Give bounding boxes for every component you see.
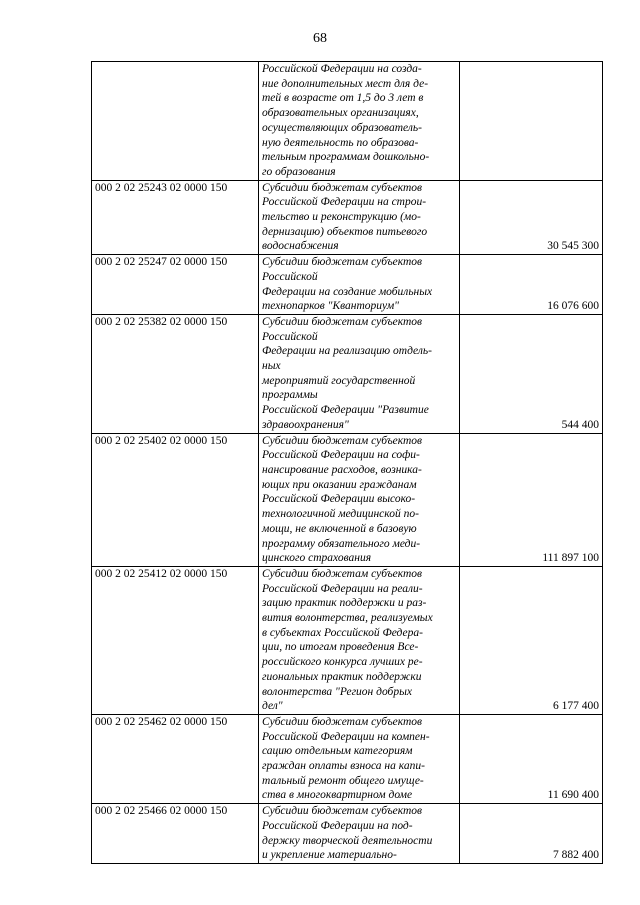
table-row	[92, 566, 603, 714]
amount-cell: 7 882 400	[460, 804, 603, 864]
budget-code-cell: 000 2 02 25243 02 0000 150	[92, 180, 259, 255]
table-row	[92, 433, 603, 566]
description-cell: Субсидии бюджетам субъектов Российской Федерации на реали- зацию практик поддержки и раз- вития волонтерства, реализуемых в субъектах Российской Федера- ции, по итогам проведения Все- российского конкурса лучших ре- гиональных практик поддержки волонтерства "Регион добрых дел"	[259, 566, 460, 714]
table-row	[92, 314, 603, 433]
table-row	[92, 255, 603, 315]
budget-code-cell: 000 2 02 25402 02 0000 150	[92, 433, 259, 566]
budget-code-cell: 000 2 02 25466 02 0000 150	[92, 804, 259, 864]
budget-code-cell: 000 2 02 25462 02 0000 150	[92, 714, 259, 803]
budget-code-cell	[92, 62, 259, 181]
amount-cell: 544 400	[460, 314, 603, 433]
description-cell: Субсидии бюджетам субъектов Российской Федерации на компен- сацию отдельным категориям граждан оплаты взноса на капи- тальный ремонт общего имуще- ства в многоквартирном доме	[259, 714, 460, 803]
table-row	[92, 62, 603, 181]
description-cell: Субсидии бюджетам субъектов Российской Федерации на создание мобильных технопарков "Кванториум"	[259, 255, 460, 315]
amount-cell: 11 690 400	[460, 714, 603, 803]
budget-code-cell: 000 2 02 25412 02 0000 150	[92, 566, 259, 714]
page-number: 68	[313, 31, 327, 46]
amount-cell: 16 076 600	[460, 255, 603, 315]
table-row	[92, 714, 603, 803]
amount-cell: 30 545 300	[460, 180, 603, 255]
budget-table	[91, 61, 603, 864]
amount-cell	[460, 62, 603, 181]
budget-code-cell: 000 2 02 25247 02 0000 150	[92, 255, 259, 315]
amount-cell: 111 897 100	[460, 433, 603, 566]
table-row	[92, 804, 603, 864]
budget-code-cell: 000 2 02 25382 02 0000 150	[92, 314, 259, 433]
description-cell: Субсидии бюджетам субъектов Российской Федерации на реализацию отдель- ных мероприятий государственной программы Российской Федерации "Развитие здравоохранения"	[259, 314, 460, 433]
amount-cell: 6 177 400	[460, 566, 603, 714]
description-cell: Российской Федерации на созда- ние дополнительных мест для де- тей в возрасте от 1,5 до 3 лет в образовательных организациях, осуществляющих образователь- ную деятельность по образова- тельным программам дошкольно- го образования	[259, 62, 460, 181]
description-cell: Субсидии бюджетам субъектов Российской Федерации на софи- нансирование расходов, возника- ющих при оказании гражданам Российской Федерации высоко- технологичной медицинской по- мощи, не включенной в базовую программу обязательного меди- цинского страхования	[259, 433, 460, 566]
description-cell: Субсидии бюджетам субъектов Российской Федерации на под- держку творческой деятельности и укрепление материально-	[259, 804, 460, 864]
table-row	[92, 180, 603, 255]
description-cell: Субсидии бюджетам субъектов Российской Федерации на строи- тельство и реконструкцию (мо- дернизацию) объектов питьевого водоснабжения	[259, 180, 460, 255]
